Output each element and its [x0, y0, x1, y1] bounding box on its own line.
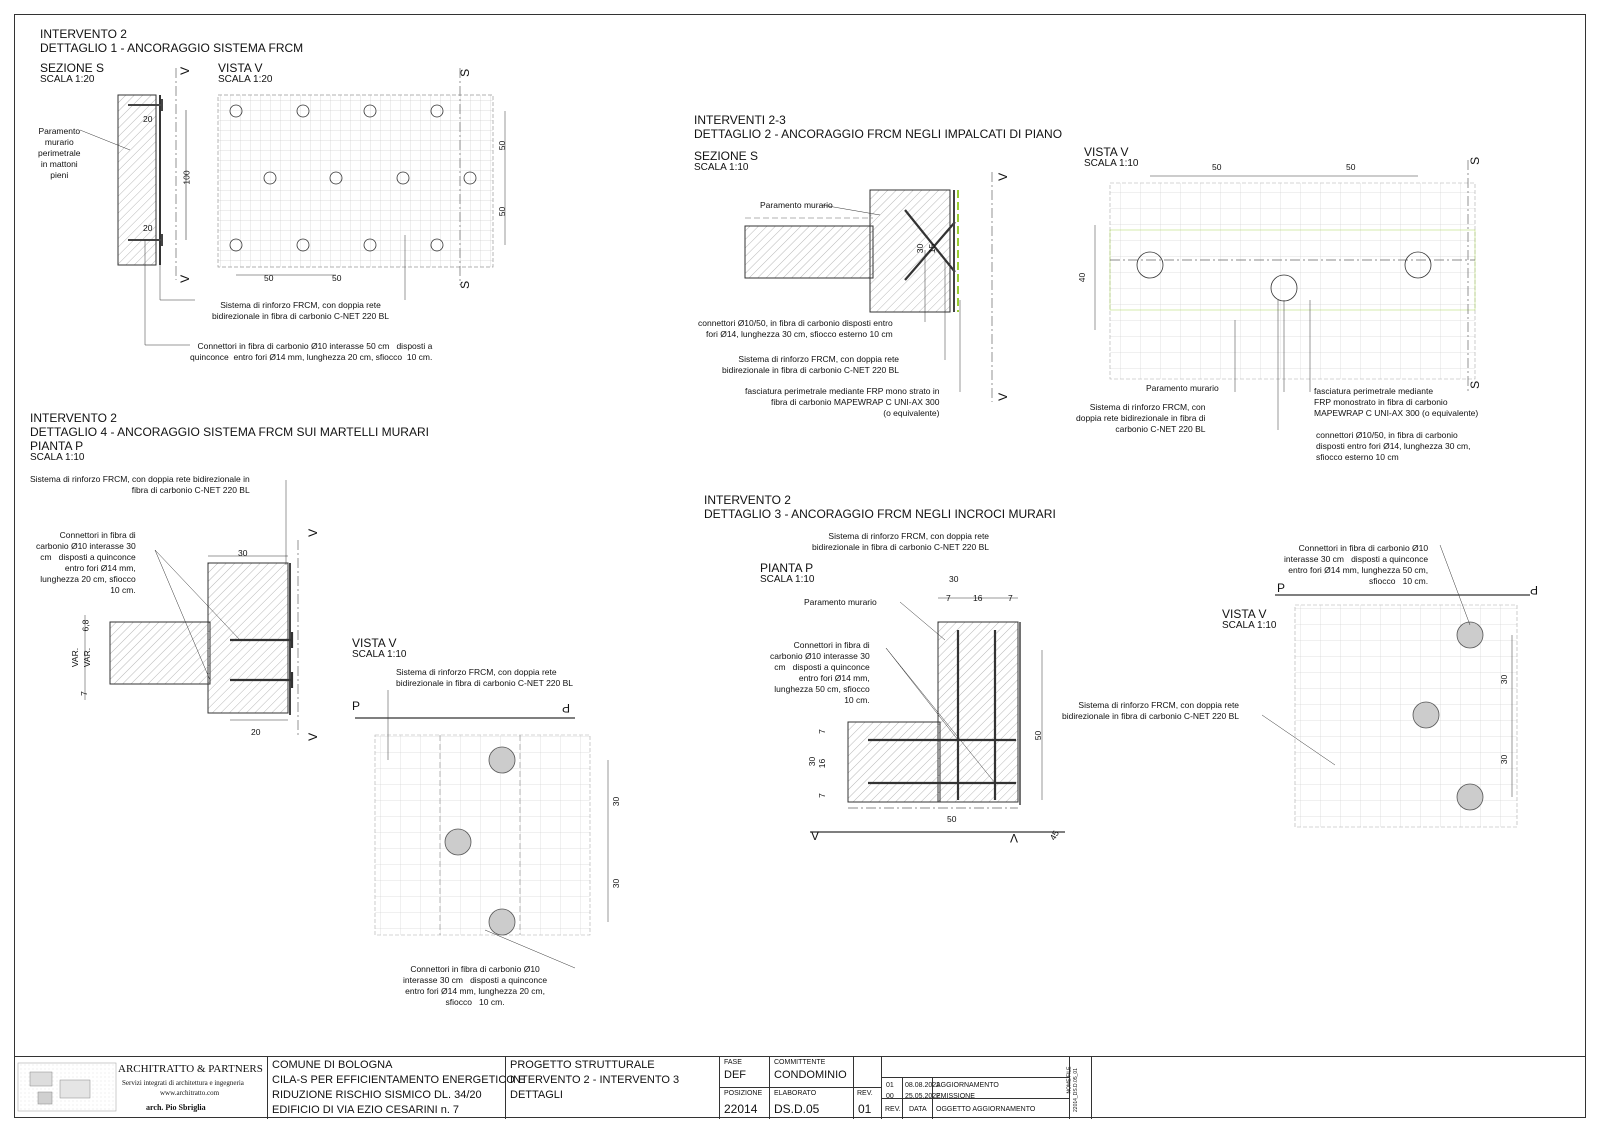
detail1-section-scale: SCALA 1:20 [40, 74, 95, 85]
detail1-dim-50d: 50 [497, 206, 508, 217]
rev-row-1-date: 08.08.2022 [905, 1082, 941, 1089]
detail4-title2: DETTAGLIO 4 - ANCORAGGIO SISTEMA FRCM SUI MARTELLI MURARI [30, 425, 429, 439]
detail2-section-label: SEZIONE S [694, 149, 759, 163]
detail3-dim-7a: 7 [946, 593, 951, 603]
detail2-note-frcm: Sistema di rinforzo FRCM, con doppia rete bidirezionale in fibra di carbonio C-NET 220 BL [722, 354, 900, 376]
detail1-dim-20a: 20 [143, 114, 153, 124]
detail1-note-wall: Paramento murario perimetrale in mattoni pieni [38, 126, 81, 181]
rev-head-date: DATA [909, 1106, 927, 1113]
posizione-label: POSIZIONE [724, 1090, 763, 1097]
detail1-marker-v-bottom: V [178, 274, 193, 283]
tb-fase-cell [720, 1057, 770, 1119]
detail3-plan-label: PIANTA P [760, 561, 814, 575]
firm-architect: arch. Pio Sbriglia [146, 1103, 206, 1112]
detail4-dim-7: 7 [78, 691, 89, 696]
detail2-marker-v-bottom: V [996, 392, 1011, 401]
detail3-view-dim-30b: 30 [1499, 754, 1510, 765]
detail1-note-frcm: Sistema di rinforzo FRCM, con doppia rete bidirezionale in fibra di carbonio C-NET 220 BL [212, 300, 390, 322]
detail4-title1: INTERVENTO 2 [30, 411, 117, 425]
detail4-note-connectors: Connettori in fibra di carbonio Ø10 interasse 30 cm disposti a quinconce entro fori Ø14 mm, lunghezza 20 cm, sfiocco 10 cm. [36, 530, 136, 596]
rev-head-desc: OGGETTO AGGIORNAMENTO [936, 1106, 1036, 1113]
detail3-dim-16b: 16 [817, 758, 828, 769]
detail2-note-connectors: connettori Ø10/50, in fibra di carbonio disposti entro fori Ø14, lunghezza 30 cm, sfiocco esterno 10 cm [698, 318, 893, 340]
detail1-dim-50c: 50 [497, 140, 508, 151]
detail1-view-scale: SCALA 1:20 [218, 74, 273, 85]
detail3-marker-p-right: P [1530, 582, 1539, 597]
fase-value: DEF [724, 1069, 746, 1081]
subject-line-3: DETTAGLI [510, 1089, 563, 1101]
posizione-value: 22014 [724, 1102, 758, 1116]
tb-project-cell [268, 1057, 526, 1119]
detail3-dim-7d: 7 [816, 793, 827, 798]
detail3-view-note-connectors: Connettori in fibra di carbonio Ø10 interasse 30 cm disposti a quinconce entro fori Ø14 mm, lunghezza 50 cm, sfiocco 10 cm. [1284, 543, 1429, 587]
rev-value: 01 [858, 1102, 872, 1116]
project-line-3: RIDUZIONE RISCHIO SISMICO DL. 34/20 [272, 1089, 482, 1101]
rev-row-2-desc: EMISSIONE [936, 1093, 975, 1100]
rev-label: REV. [857, 1090, 873, 1097]
rev-row-2-rev: 00 [886, 1093, 894, 1100]
detail1-dim-100: 100 [181, 170, 192, 185]
detail2-view-note-frcm: Sistema di rinforzo FRCM, con doppia rete bidirezionale in fibra di carbonio C-NET 220 BL [1076, 402, 1206, 435]
detail1-dim-50a: 50 [264, 273, 274, 283]
detail3-view-dim-30a: 30 [1499, 674, 1510, 685]
detail3-title2: DETTAGLIO 3 - ANCORAGGIO FRCM NEGLI INCROCI MURARI [704, 507, 1056, 521]
detail4-dim-30b: 30 [611, 878, 622, 889]
detail2-dim-50a: 50 [1212, 162, 1222, 172]
rev-row-1-desc: AGGIORNAMENTO [936, 1082, 999, 1089]
subject-line-2: INTERVENTO 2 - INTERVENTO 3 [510, 1074, 680, 1086]
tb-firm-cell [14, 1057, 268, 1119]
detail3-title1: INTERVENTO 2 [704, 493, 791, 507]
detail1-note-connectors: Connettori in fibra di carbonio Ø10 interasse 50 cm disposti a quinconce entro fori Ø14 mm, lunghezza 20 cm, sfiocco 10 cm. [190, 341, 433, 363]
detail3-view-label: VISTA V [1222, 607, 1267, 621]
detail4-dim-20: 20 [251, 727, 261, 737]
tb-committente-cell [770, 1057, 854, 1119]
detail2-view-scale: SCALA 1:10 [1084, 158, 1139, 169]
file-value: 22014_DS.D.05_01 [1072, 1068, 1079, 1112]
detail4-plan [85, 480, 298, 735]
detail2-section-scale: SCALA 1:10 [694, 162, 749, 173]
detail2-title1: INTERVENTI 2-3 [694, 113, 786, 127]
detail2-dim-50b: 50 [1346, 162, 1356, 172]
detail4-dim-var-b: VAR. [82, 647, 93, 668]
detail2-view-note-wall: Paramento murario [1146, 383, 1219, 393]
detail3-marker-v-left: V [811, 829, 820, 843]
detail1-marker-s-top: S [458, 68, 473, 77]
detail3-plan [810, 598, 1065, 832]
detail2-marker-s-top: S [1468, 156, 1483, 165]
firm-name: ARCHITRATTO & PARTNERS [118, 1063, 263, 1075]
rev-row-1-rev: 01 [886, 1082, 894, 1089]
project-line-4: EDIFICIO DI VIA EZIO CESARINI n. 7 [272, 1104, 460, 1116]
detail3-view [1262, 545, 1530, 827]
detail4-view-note-frcm: Sistema di rinforzo FRCM, con doppia rete bidirezionale in fibra di carbonio C-NET 220 BL [396, 667, 574, 689]
detail3-dim-50h: 50 [947, 814, 957, 824]
tb-revisions-table [882, 1057, 1073, 1119]
detail3-dim-30v: 30 [807, 756, 818, 767]
detail2-dim-15: 15 [927, 243, 938, 254]
subject-line-1: PROGETTO STRUTTURALE [510, 1059, 655, 1071]
detail2-view-note-frp: fasciatura perimetrale mediante FRP monostrato in fibra di carbonio MAPEWRAP C UNI-AX 300 (o equivalente) [1314, 386, 1479, 419]
detail1-section-label: SEZIONE S [40, 61, 105, 75]
detail3-marker-v-right: V [1010, 830, 1019, 845]
firm-subtitle: Servizi integrati di architettura e ingegneria [122, 1079, 244, 1087]
detail4-dim-var-a: VAR. [70, 647, 81, 668]
tb-filename-cell [1066, 1057, 1092, 1119]
detail3-plan-scale: SCALA 1:10 [760, 574, 815, 585]
detail4-marker-p-right: P [562, 700, 571, 715]
detail2-note-wall: Paramento murario [760, 200, 833, 210]
project-line-2: CILA-S PER EFFICIENTAMENTO ENERGETICO E [272, 1074, 526, 1086]
detail1-title2: DETTAGLIO 1 - ANCORAGGIO SISTEMA FRCM [40, 41, 304, 55]
tb-subject-cell [506, 1057, 720, 1119]
detail4-note-frcm: Sistema di rinforzo FRCM, con doppia rete bidirezionale in fibra di carbonio C-NET 220 BL [30, 474, 250, 496]
detail3-dim-30: 30 [949, 574, 959, 584]
fase-label: FASE [724, 1059, 742, 1066]
detail1-dim-50b: 50 [332, 273, 342, 283]
firm-website: www.architratto.com [160, 1089, 220, 1097]
detail1-marker-v-top: V [178, 66, 193, 75]
detail4-view-scale: SCALA 1:10 [352, 649, 407, 660]
detail2-note-frp: fasciatura perimetrale mediante FRP mono strato in fibra di carbonio MAPEWRAP C UNI-AX 300 (o equivalente) [745, 386, 940, 419]
detail1-title1: INTERVENTO 2 [40, 27, 127, 41]
detail2-view-note-connectors: connettori Ø10/50, in fibra di carbonio disposti entro fori Ø14, lunghezza 30 cm, sfiocco esterno 10 cm [1316, 430, 1471, 463]
detail4-dim-30a: 30 [611, 796, 622, 807]
detail4-plan-scale: SCALA 1:10 [30, 452, 85, 463]
file-label: NOME FILE [1066, 1066, 1073, 1094]
project-line-1: COMUNE DI BOLOGNA [272, 1059, 393, 1071]
detail4-view [355, 690, 608, 968]
detail1-view-label: VISTA V [218, 61, 263, 75]
detail3-view-note-frcm: Sistema di rinforzo FRCM, con doppia rete bidirezionale in fibra di carbonio C-NET 220 BL [1062, 700, 1240, 722]
committente-label: COMMITTENTE [774, 1059, 826, 1066]
detail3-dim-45: 45 [1047, 828, 1061, 842]
tb-rev-cell [854, 1057, 882, 1119]
elaborato-value: DS.D.05 [774, 1102, 820, 1116]
detail1-dim-20b: 20 [143, 223, 153, 233]
detail3-view-scale: SCALA 1:10 [1222, 620, 1277, 631]
elaborato-label: ELABORATO [774, 1090, 817, 1097]
detail2-dim-40: 40 [1077, 272, 1088, 283]
detail3-dim-7c: 7 [816, 729, 827, 734]
rev-head-rev: REV. [885, 1106, 901, 1113]
detail3-marker-p-left: P [1277, 581, 1286, 595]
detail4-marker-v-top: V [306, 528, 321, 537]
detail2-title2: DETTAGLIO 2 - ANCORAGGIO FRCM NEGLI IMPALCATI DI PIANO [694, 127, 1063, 141]
detail3-dim-16: 16 [973, 593, 983, 603]
detail3-note-connectors: Connettori in fibra di carbonio Ø10 interasse 30 cm disposti a quinconce entro fori Ø14 mm, lunghezza 50 cm, sfiocco 10 cm. [770, 640, 870, 706]
detail4-view-note-connectors: Connettori in fibra di carbonio Ø10 interasse 30 cm disposti a quinconce entro fori Ø14 mm, lunghezza 20 cm, sfiocco 10 cm. [403, 964, 548, 1008]
detail2-marker-v-top: V [996, 172, 1011, 181]
title-block [14, 1056, 1586, 1118]
detail4-marker-v-bottom: V [306, 732, 321, 741]
committente-value: CONDOMINIO [774, 1069, 847, 1081]
detail1-section [80, 68, 195, 345]
detail3-dim-50v: 50 [1033, 730, 1044, 741]
detail4-view-label: VISTA V [352, 636, 397, 650]
detail4-marker-p-left: P [352, 699, 361, 713]
detail4-plan-label: PIANTA P [30, 439, 84, 453]
detail2-marker-s-bottom: S [1468, 380, 1483, 389]
detail1-marker-s-bottom: S [458, 280, 473, 289]
detail2-view-label: VISTA V [1084, 145, 1129, 159]
detail4-dim-30: 30 [238, 548, 248, 558]
detail2-dim-30: 30 [915, 243, 926, 254]
detail4-dim-6-8: 6,8 [80, 619, 91, 632]
detail3-note-frcm: Sistema di rinforzo FRCM, con doppia rete bidirezionale in fibra di carbonio C-NET 220 BL [812, 531, 990, 553]
rev-row-2-date: 25.05.2022 [905, 1093, 941, 1100]
detail1-view [218, 68, 505, 300]
detail3-dim-7b: 7 [1008, 593, 1013, 603]
detail3-note-wall: Paramento murario [804, 597, 877, 607]
